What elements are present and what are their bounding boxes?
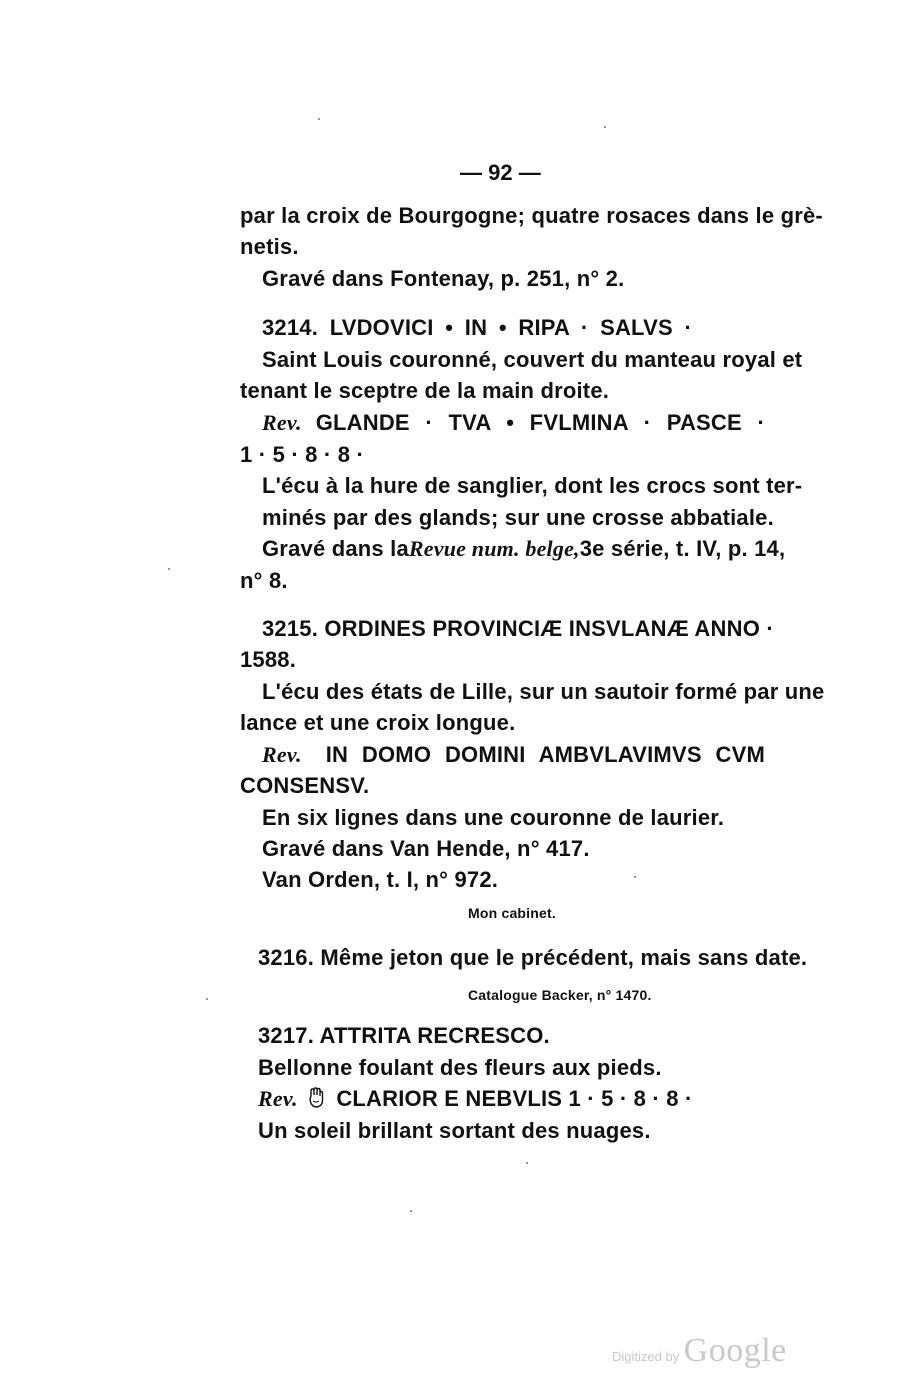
text-line: L'écu des états de Lille, sur un sautoir formé par une bbox=[262, 679, 825, 704]
text-line: n° 8. bbox=[240, 568, 288, 593]
text-line: Saint Louis couronné, couvert du manteau royal et bbox=[262, 347, 803, 372]
journal-title: Revue num. belge, bbox=[408, 536, 580, 561]
reverse-line bbox=[262, 741, 765, 769]
paper-speck bbox=[526, 1162, 528, 1164]
source-note: Mon cabinet. bbox=[468, 905, 556, 921]
digitized-by-label: Digitized by bbox=[612, 1349, 680, 1364]
hand-ornament-icon bbox=[308, 1087, 324, 1109]
text-line: 1588. bbox=[240, 647, 297, 672]
reference-text: Gravé dans la bbox=[262, 536, 409, 561]
paper-speck bbox=[206, 998, 208, 1000]
google-logo: Google bbox=[683, 1332, 787, 1369]
reverse-label: Rev. bbox=[262, 410, 302, 435]
legend-text: IN DOMO DOMINI AMBVLAVIMVS CVM bbox=[325, 742, 765, 767]
text-line: L'écu à la hure de sanglier, dont les crocs sont ter- bbox=[262, 473, 803, 498]
reverse-line bbox=[262, 409, 765, 437]
entry-heading: 3217. ATTRITA RECRESCO. bbox=[258, 1023, 550, 1048]
reference-detail: 3e série, t. IV, p. 14, bbox=[579, 536, 786, 561]
paper-speck bbox=[318, 118, 320, 120]
text-line: Un soleil brillant sortant des nuages. bbox=[258, 1118, 651, 1143]
paper-speck bbox=[168, 568, 170, 570]
reverse-label: Rev. bbox=[262, 742, 302, 767]
text-line: Gravé dans Van Hende, n° 417. bbox=[262, 836, 590, 861]
paper-speck bbox=[634, 876, 636, 878]
paper-speck bbox=[604, 126, 606, 128]
reverse-line bbox=[258, 1085, 693, 1113]
text-line: Gravé dans Fontenay, p. 251, n° 2. bbox=[262, 266, 625, 291]
source-note: Catalogue Backer, n° 1470. bbox=[468, 987, 652, 1003]
reference-line bbox=[262, 535, 786, 563]
text-line: Van Orden, t. I, n° 972. bbox=[262, 867, 499, 892]
page-number: — 92 — bbox=[460, 160, 541, 185]
reverse-label: Rev. bbox=[258, 1086, 298, 1111]
entry-heading: 3214. LVDOVICI • IN • RIPA · SALVS · bbox=[262, 315, 692, 340]
text-line: CONSENSV. bbox=[240, 773, 370, 798]
entry-heading: 3216. Même jeton que le précédent, mais sans date. bbox=[258, 945, 808, 970]
google-watermark bbox=[612, 1332, 787, 1370]
legend-text: GLANDE · TVA • FVLMINA · PASCE · bbox=[315, 410, 765, 435]
text-line: 1 · 5 · 8 · 8 · bbox=[240, 442, 365, 467]
text-line: minés par des glands; sur une crosse abbatiale. bbox=[262, 505, 774, 530]
text-line: En six lignes dans une couronne de laurier. bbox=[262, 805, 725, 830]
legend-text: CLARIOR E NEBVLIS 1 · 5 · 8 · 8 · bbox=[336, 1086, 693, 1111]
text-line: netis. bbox=[240, 234, 299, 259]
text-line: Bellonne foulant des fleurs aux pieds. bbox=[258, 1055, 662, 1080]
paper-speck bbox=[410, 1210, 412, 1212]
text-line: tenant le sceptre de la main droite. bbox=[240, 378, 610, 403]
entry-heading: 3215. ORDINES PROVINCIÆ INSVLANÆ ANNO · bbox=[262, 616, 774, 641]
text-line: par la croix de Bourgogne; quatre rosaces dans le grè- bbox=[240, 203, 823, 228]
text-line: lance et une croix longue. bbox=[240, 710, 516, 735]
